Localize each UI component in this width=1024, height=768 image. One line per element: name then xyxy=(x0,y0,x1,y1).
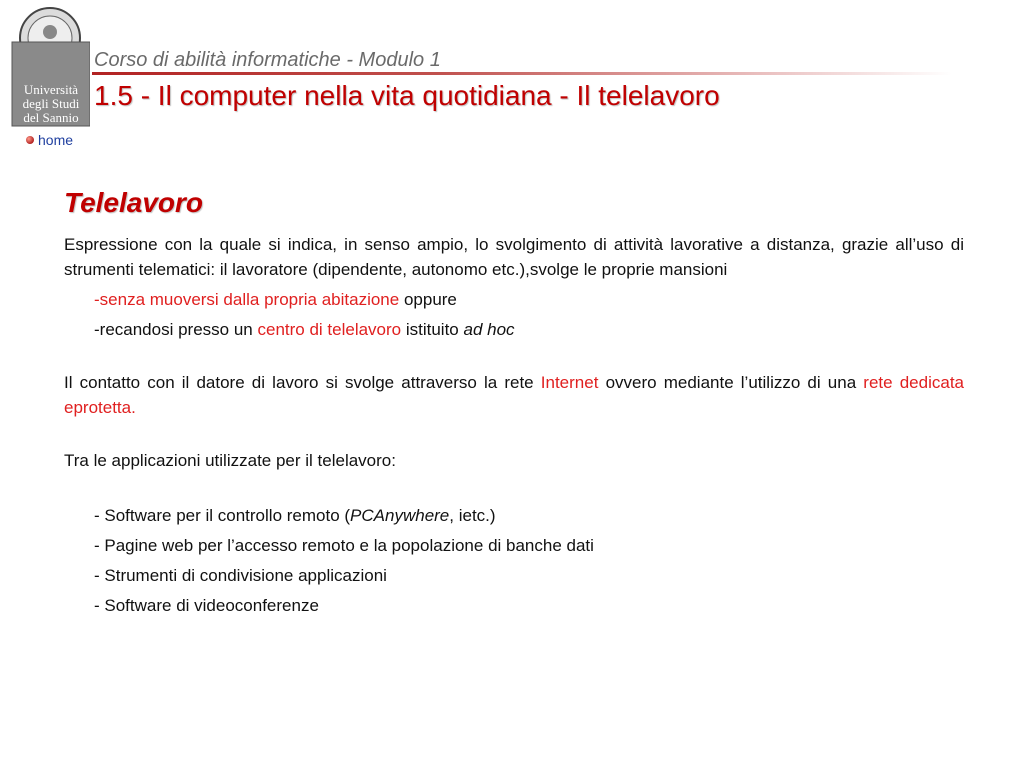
bullet-icon xyxy=(26,136,34,144)
logo-line-2: degli Studi xyxy=(22,96,80,111)
spacer xyxy=(64,473,964,503)
contact-mid: ovvero mediante l’utilizzo di una xyxy=(598,373,864,392)
app1-italic: PCAnywhere xyxy=(350,506,450,525)
option-center-mid: istituito xyxy=(401,320,464,339)
option-center-italic: ad hoc xyxy=(463,320,515,339)
home-link[interactable] xyxy=(26,132,73,148)
option-center-highlight: centro di telelavoro xyxy=(257,320,402,339)
option-center xyxy=(64,317,964,342)
option-home-highlight: -senza muoversi dalla propria abitazione xyxy=(94,290,400,309)
apps-list xyxy=(64,503,964,618)
university-logo xyxy=(10,6,90,128)
spacer xyxy=(64,420,964,448)
section-title: Telelavoro xyxy=(64,187,204,218)
logo-line-1: Università xyxy=(23,82,79,97)
option-center-pre: -recandosi presso un xyxy=(94,320,258,339)
logo-line-3: del Sannio xyxy=(23,110,79,125)
course-subtitle: Corso di abilità informatiche - Modulo 1 xyxy=(94,49,441,71)
list-item: - Software di videoconferenze xyxy=(94,596,319,615)
contact-network: rete dedicata eprotetta. xyxy=(64,373,964,417)
header-divider xyxy=(92,72,952,75)
contact-paragraph xyxy=(64,370,964,420)
list-item xyxy=(94,503,964,528)
option-home xyxy=(64,287,964,312)
contact-pre: Il contatto con il datore di lavoro si svolge attraverso la rete xyxy=(64,373,541,392)
page-title: 1.5 - Il computer nella vita quotidiana - Il telelavoro xyxy=(94,80,720,111)
apps-intro: Tra le applicazioni utilizzate per il telelavoro: xyxy=(64,451,396,470)
home-link-label: home xyxy=(38,132,74,148)
option-home-rest: oppure xyxy=(399,290,457,309)
seal-icon xyxy=(10,6,90,128)
list-item: - Pagine web per l’accesso remoto e la popolazione di banche dati xyxy=(94,536,594,555)
spacer xyxy=(64,342,964,370)
contact-internet: Internet xyxy=(540,373,599,392)
list-item: - Strumenti di condivisione applicazioni xyxy=(94,566,387,585)
app1-post: , ietc.) xyxy=(449,506,496,525)
slide-content xyxy=(64,186,964,623)
intro-paragraph: Espressione con la quale si indica, in senso ampio, lo svolgimento di attività lavorative a distanza, grazie all’uso di strumenti telematici: il lavoratore (dipendente, autonomo etc.),svolge le proprie mansioni xyxy=(64,235,964,279)
app1-pre: - Software per il controllo remoto ( xyxy=(94,506,351,525)
